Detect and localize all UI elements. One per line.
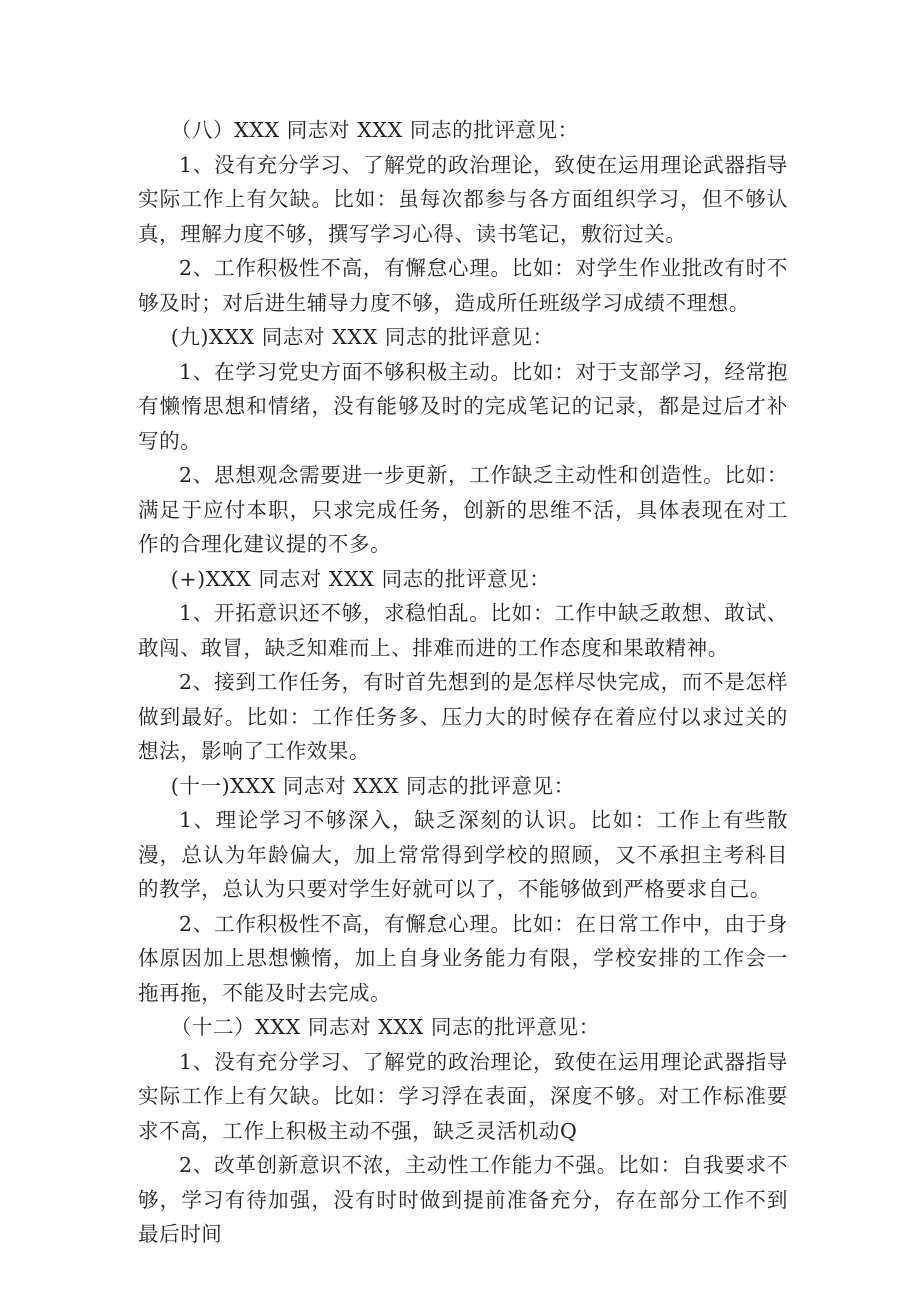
- section-item: 1、开拓意识还不够，求稳怕乱。比如：工作中缺乏敢想、敢试、敢闯、敢冒，缺乏知难而上、排难而进的工作态度和果敢精神。: [138, 601, 788, 660]
- section-heading: (九)XXX 同志对 XXX 同志的批评意见：: [170, 325, 554, 349]
- section-item: 2、工作积极性不高，有懈怠心理。比如：对学生作业批改有时不够及时；对后进生辅导力度不够，造成所任班级学习成绩不理想。: [138, 256, 788, 315]
- section-item: 1、理论学习不够深入，缺乏深刻的认识。比如：工作上有些散漫，总认为年龄偏大，加上常常得到学校的照顾，又不承担主考科目的教学，总认为只要对学生好就可以了，不能够做到严格要求自己。: [138, 808, 788, 901]
- section-heading: (+)XXX 同志对 XXX 同志的批评意见：: [170, 566, 551, 591]
- section-item: 1、在学习党史方面不够积极主动。比如：对于支部学习，经常抱有懒惰思想和情绪，没有能够及时的完成笔记的记录，都是过后才补写的。: [138, 359, 788, 453]
- section-heading: （八）XXX 同志对 XXX 同志的批评意见：: [170, 118, 579, 142]
- document-body: [138, 113, 788, 1252]
- section-item: 1、没有充分学习、了解党的政治理论，致使在运用理论武器指导实际工作上有欠缺。比如：学习浮在表面，深度不够。对工作标准要求不高，工作上积极主动不强，缺乏灵活机动Q: [138, 1049, 788, 1143]
- section-heading: (十一)XXX 同志对 XXX 同志的批评意见：: [170, 773, 575, 798]
- section-heading: （十二）XXX 同志对 XXX 同志的批评意见：: [170, 1015, 600, 1039]
- section-item: 2、改革创新意识不浓，主动性工作能力不强。比如：自我要求不够，学习有待加强，没有时时做到提前准备充分，存在部分工作不到最后时间: [138, 1153, 788, 1246]
- section-item: 2、接到工作任务，有时首先想到的是怎样尽快完成，而不是怎样做到最好。比如：工作任务多、压力大的时候存在着应付以求过关的想法，影响了工作效果。: [138, 670, 788, 763]
- section-item: 2、思想观念需要进一步更新，工作缺乏主动性和创造性。比如：满足于应付本职，只求完成任务，创新的思维不活，具体表现在对工作的合理化建议提的不多。: [138, 463, 788, 556]
- section-item: 2、工作积极性不高，有懈怠心理。比如：在日常工作中，由于身体原因加上思想懒惰，加上自身业务能力有限，学校安排的工作会一拖再拖，不能及时去完成。: [138, 911, 788, 1005]
- section-item: 1、没有充分学习、了解党的政治理论，致使在运用理论武器指导实际工作上有欠缺。比如：虽每次都参与各方面组织学习，但不够认真，理解力度不够，撰写学习心得、读书笔记，敷衍过关。: [138, 152, 788, 246]
